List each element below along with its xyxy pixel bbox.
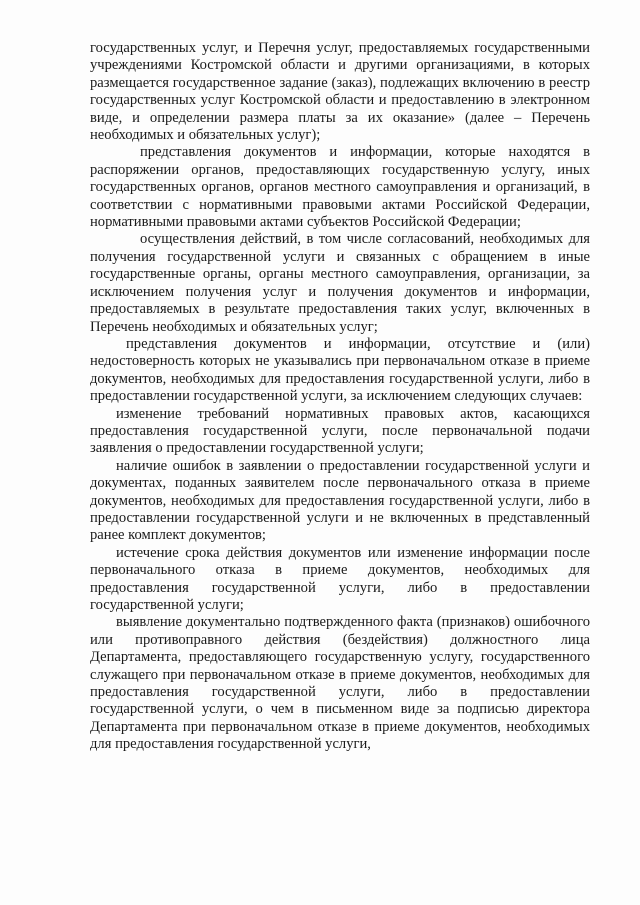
paragraph-2: представления документов и информации, которые находятся в распоряжении органов, предоставляющих государственную услугу, иных государственных органов, органов местного самоуправления и организаций, в соответствии с нормативными правовыми актами Российской Федерации, нормативными правовыми актами субъектов Российской Федерации; [90, 144, 590, 231]
paragraph-1: государственных услуг, и Перечня услуг, предоставляемых государственными учреждениями Костромской области и другими организациями, в которых размещается государственное задание (заказ), подлежащих включению в реестр государственных услуг Костромской области и предоставлению в электронном виде, и определении размера платы за их оказание» (далее – Перечень необходимых и обязательных услуг); [90, 40, 590, 144]
paragraph-8: выявление документально подтвержденного факта (признаков) ошибочного или противоправного действия (бездействия) должностного лица Департамента, предоставляющего государственную услугу, государственного служащего при первоначальном отказе в приеме документов, необходимых для предоставления государственной услуги, либо в предоставлении государственной услуги, о чем в письменном виде за подписью директора Департамента при первоначальном отказе в приеме документов, необходимых для предоставления государственной услуги, [90, 614, 590, 753]
paragraph-3: осуществления действий, в том числе согласований, необходимых для получения государственной услуги и связанных с обращением в иные государственные органы, органы местного самоуправления, организации, за исключением получения услуг и получения документов и информации, предоставляемых в результате предоставления таких услуг, включенных в Перечень необходимых и обязательных услуг; [90, 231, 590, 335]
document-body [90, 40, 590, 754]
paragraph-4: представления документов и информации, отсутствие и (или) недостоверность которых не указывались при первоначальном отказе в приеме документов, необходимых для предоставления государственной услуги, либо в предоставлении государственной услуги, за исключением следующих случаев: [90, 335, 590, 405]
paragraph-5: изменение требований нормативных правовых актов, касающихся предоставления государственной услуги, после первоначальной подачи заявления о предоставлении государственной услуги; [90, 405, 590, 457]
paragraph-7: истечение срока действия документов или изменение информации после первоначального отказа в приеме документов, необходимых для предоставления государственной услуги, либо в предоставлении государственной услуги; [90, 544, 590, 613]
paragraph-6: наличие ошибок в заявлении о предоставлении государственной услуги и документах, поданных заявителем после первоначального отказа в приеме документов, необходимых для предоставления государственной услуги, либо в предоставлении государственной услуги и не включенных в представленный ранее комплект документов; [90, 457, 590, 544]
